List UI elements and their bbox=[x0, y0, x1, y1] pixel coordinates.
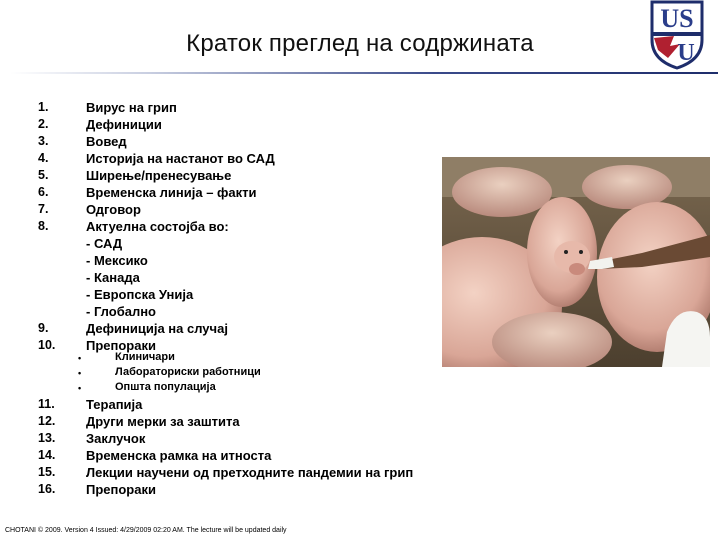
item-number: 10. bbox=[38, 338, 56, 352]
bullet-mark: • bbox=[78, 368, 82, 378]
item-text: Вирус на грип bbox=[86, 100, 177, 115]
pigs-illustration bbox=[442, 157, 710, 367]
sub-item: - Европска Унија bbox=[86, 287, 194, 302]
item-number: 15. bbox=[38, 465, 56, 479]
item-number: 9. bbox=[38, 321, 49, 335]
footer-text: CHOTANI © 2009. Version 4 Issued: 4/29/2009 02:20 AM. The lecture will be updated daily bbox=[5, 527, 287, 534]
pigs-photo bbox=[442, 157, 710, 367]
slide-title: Краток преглед на содржината bbox=[186, 30, 534, 57]
bullet-mark: • bbox=[78, 353, 82, 363]
item-number: 6. bbox=[38, 185, 49, 199]
bullet-text: Клиничари bbox=[115, 351, 175, 363]
item-text: Одговор bbox=[86, 202, 141, 217]
item-number: 4. bbox=[38, 151, 49, 165]
bullet-text: Општа популација bbox=[115, 381, 216, 393]
item-text: Препораки bbox=[86, 482, 156, 497]
item-text: Ширење/пренесување bbox=[86, 168, 232, 183]
logo-bottom-letter: U bbox=[677, 40, 695, 66]
sub-item: - Глобално bbox=[86, 304, 157, 319]
item-text: Заклучок bbox=[86, 431, 146, 446]
item-text: Препораки bbox=[86, 338, 156, 353]
item-number: 3. bbox=[38, 134, 49, 148]
item-text: Вовед bbox=[86, 134, 127, 149]
item-number: 5. bbox=[38, 168, 49, 182]
item-number: 1. bbox=[38, 100, 49, 114]
item-text: Актуелна состојба во: bbox=[86, 219, 229, 234]
item-number: 13. bbox=[38, 431, 56, 445]
item-number: 8. bbox=[38, 219, 49, 233]
sub-item: - САД bbox=[86, 236, 123, 251]
item-number: 2. bbox=[38, 117, 49, 131]
item-text: Временска рамка на итноста bbox=[86, 448, 272, 463]
sub-item: - Канада bbox=[86, 270, 140, 285]
item-text: Лекции научени од претходните пандемии на грип bbox=[86, 465, 414, 480]
item-number: 14. bbox=[38, 448, 56, 462]
sub-item: - Мексико bbox=[86, 253, 148, 268]
item-text: Историја на настанот во САД bbox=[86, 151, 275, 166]
item-number: 12. bbox=[38, 414, 56, 428]
item-number: 16. bbox=[38, 482, 56, 496]
item-text: Дефиниција на случај bbox=[86, 321, 228, 336]
item-number: 7. bbox=[38, 202, 49, 216]
item-text: Дефиниции bbox=[86, 117, 162, 132]
item-text: Други мерки за заштита bbox=[86, 414, 240, 429]
item-number: 11. bbox=[38, 397, 55, 411]
bullet-mark: • bbox=[78, 383, 82, 393]
item-text: Терапија bbox=[86, 397, 143, 412]
item-text: Временска линија – факти bbox=[86, 185, 257, 200]
bullet-text: Лабораториски работници bbox=[115, 366, 261, 378]
logo-top-letters: US bbox=[660, 4, 694, 33]
